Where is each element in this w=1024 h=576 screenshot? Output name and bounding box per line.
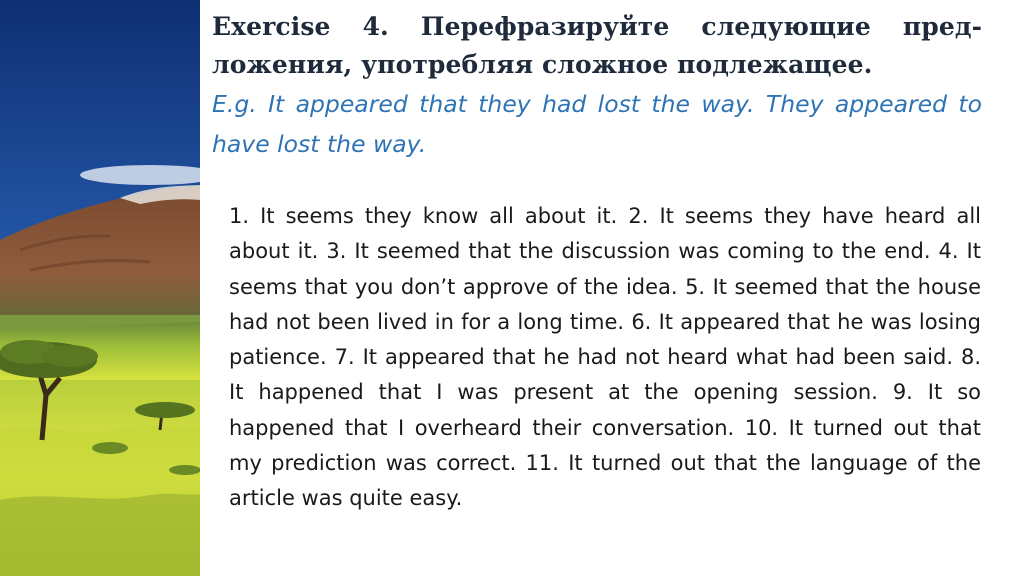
exercise-title: Exercise 4. Перефразируйте следующие предложения, употребляя сложное подлежащее.	[212, 12, 982, 79]
header-block	[212, 8, 982, 164]
landscape-photo	[0, 0, 200, 576]
example-sentence: E.g. It appeared that they had lost the way. They appeared to have lost the way.	[212, 90, 982, 158]
landscape-photo-icon	[0, 0, 200, 576]
exercise-sentences: 1. It seems they know all about it. 2. It seems they have heard all about it. 3. It seemed that the discussion was coming to the end. 4. It seems that you don’t approve of the idea. 5. It seemed that the house had not been lived in for a long time. 6. It appeared that he was losing patience. 7. It appeared that he had not heard what had been said. 8. It happened that I was present at the opening session. 9. It so happened that I overheard their conversation. 10. It turned out that my prediction was correct. 11. It turned out that the language of the article was quite easy.	[229, 204, 981, 511]
